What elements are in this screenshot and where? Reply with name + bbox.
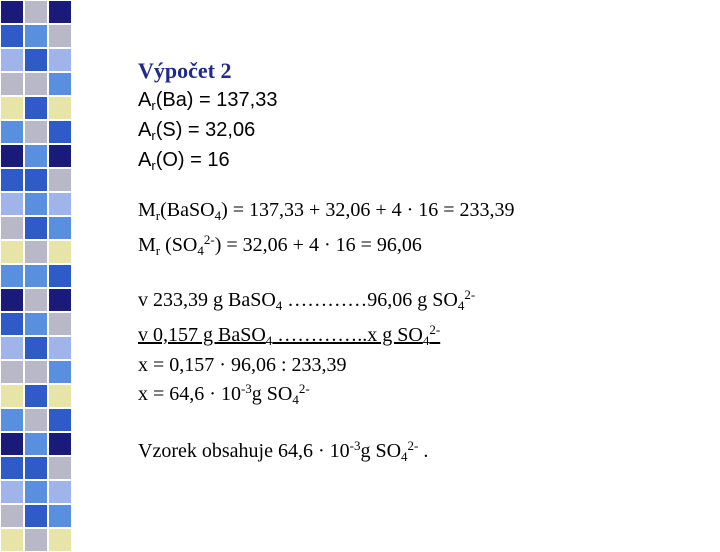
stripe-tile <box>0 360 24 384</box>
stripe-tile <box>0 528 24 552</box>
stripe-tile <box>24 288 48 312</box>
stripe-tile <box>48 480 72 504</box>
stripe-tile <box>24 168 48 192</box>
stripe-tile <box>0 408 24 432</box>
stripe-tile <box>48 72 72 96</box>
stripe-tile <box>24 504 48 528</box>
stripe-tile <box>48 504 72 528</box>
stripe-tile <box>0 312 24 336</box>
stripe-tile <box>24 312 48 336</box>
stripe-tile <box>48 24 72 48</box>
molar-mass-baso4: $M_r(BaSO_4) = 137,33 + 32,06 + 4 \cdot 16 = 233,39$ <box>138 199 515 223</box>
stripe-tile <box>0 216 24 240</box>
stripe-tile <box>0 168 24 192</box>
stripe-tile <box>24 408 48 432</box>
stripe-tile <box>0 264 24 288</box>
decorative-stripe <box>0 0 72 540</box>
stripe-tile <box>0 72 24 96</box>
stripe-tile <box>24 384 48 408</box>
stripe-tile <box>48 408 72 432</box>
stripe-tile <box>24 360 48 384</box>
slide-title: Výpočet 2 <box>138 58 232 83</box>
stripe-tile <box>48 312 72 336</box>
stripe-tile <box>0 0 24 24</box>
stripe-tile <box>24 432 48 456</box>
stripe-tile <box>48 288 72 312</box>
stripe-tile <box>48 144 72 168</box>
stripe-tile <box>24 192 48 216</box>
stripe-tile <box>24 48 48 72</box>
stripe-tile <box>24 144 48 168</box>
stripe-tile <box>24 240 48 264</box>
atomic-mass-ba: $A_r(Ba) = 137,33$ <box>138 89 278 113</box>
stripe-tile <box>0 480 24 504</box>
stripe-tile <box>48 384 72 408</box>
stripe-tile <box>24 72 48 96</box>
stripe-tile <box>48 168 72 192</box>
stripe-tile <box>0 24 24 48</box>
stripe-tile <box>48 360 72 384</box>
stripe-tile <box>24 120 48 144</box>
stripe-tile <box>0 288 24 312</box>
stripe-tile <box>48 528 72 552</box>
proportion-line-3: x = 0,157 · 96,06 : 233,39 <box>138 354 347 376</box>
stripe-tile <box>0 144 24 168</box>
proportion-result: $x = 64,6 \cdot 10^{-3}g$ $SO_4^{2-}$ <box>138 381 310 407</box>
molar-mass-so4: $M_r$ $(SO_4^{2-}) = 32,06 + 4 \cdot 16 = 96,06$ <box>138 232 422 258</box>
stripe-tile <box>48 456 72 480</box>
stripe-tile <box>24 336 48 360</box>
proportion-calculation <box>138 283 515 412</box>
stripe-tile <box>48 264 72 288</box>
proportion-line-1: v 233,39 g BaSO$_4$ …………96,06 g $SO_4^{2-}$ <box>138 287 476 313</box>
stripe-tile <box>0 192 24 216</box>
stripe-tile <box>48 216 72 240</box>
stripe-tile <box>48 192 72 216</box>
stripe-tile <box>0 432 24 456</box>
stripe-tile <box>24 0 48 24</box>
stripe-tile <box>24 264 48 288</box>
stripe-tile <box>48 336 72 360</box>
stripe-tile <box>0 120 24 144</box>
stripe-tile <box>0 240 24 264</box>
proportion-line-2: v 0,157 g BaSO$_4$ …………..x g $SO_4^{2-}$ <box>138 322 441 348</box>
atomic-mass-s: $A_r(S) = 32,06$ <box>138 119 256 143</box>
stripe-tile <box>48 240 72 264</box>
stripe-tile <box>0 504 24 528</box>
stripe-tile <box>0 48 24 72</box>
slide-content <box>138 58 515 469</box>
molar-masses <box>138 198 515 263</box>
stripe-tile <box>24 216 48 240</box>
conclusion: Vzorek obsahuje $64,6 \cdot 10^{-3}g$ $SO_4^{2-}$ . <box>138 438 429 464</box>
stripe-tile <box>24 24 48 48</box>
stripe-tile <box>48 0 72 24</box>
stripe-tile <box>48 432 72 456</box>
atomic-masses <box>138 88 515 178</box>
stripe-tile <box>48 48 72 72</box>
stripe-tile <box>0 96 24 120</box>
stripe-tile <box>0 456 24 480</box>
stripe-tile <box>24 96 48 120</box>
stripe-tile <box>24 528 48 552</box>
stripe-tile <box>48 120 72 144</box>
stripe-tile <box>0 384 24 408</box>
stripe-tile <box>24 456 48 480</box>
atomic-mass-o: $A_r(O) = 16$ <box>138 149 230 173</box>
stripe-tile <box>48 96 72 120</box>
stripe-tile <box>24 480 48 504</box>
stripe-tile <box>0 336 24 360</box>
